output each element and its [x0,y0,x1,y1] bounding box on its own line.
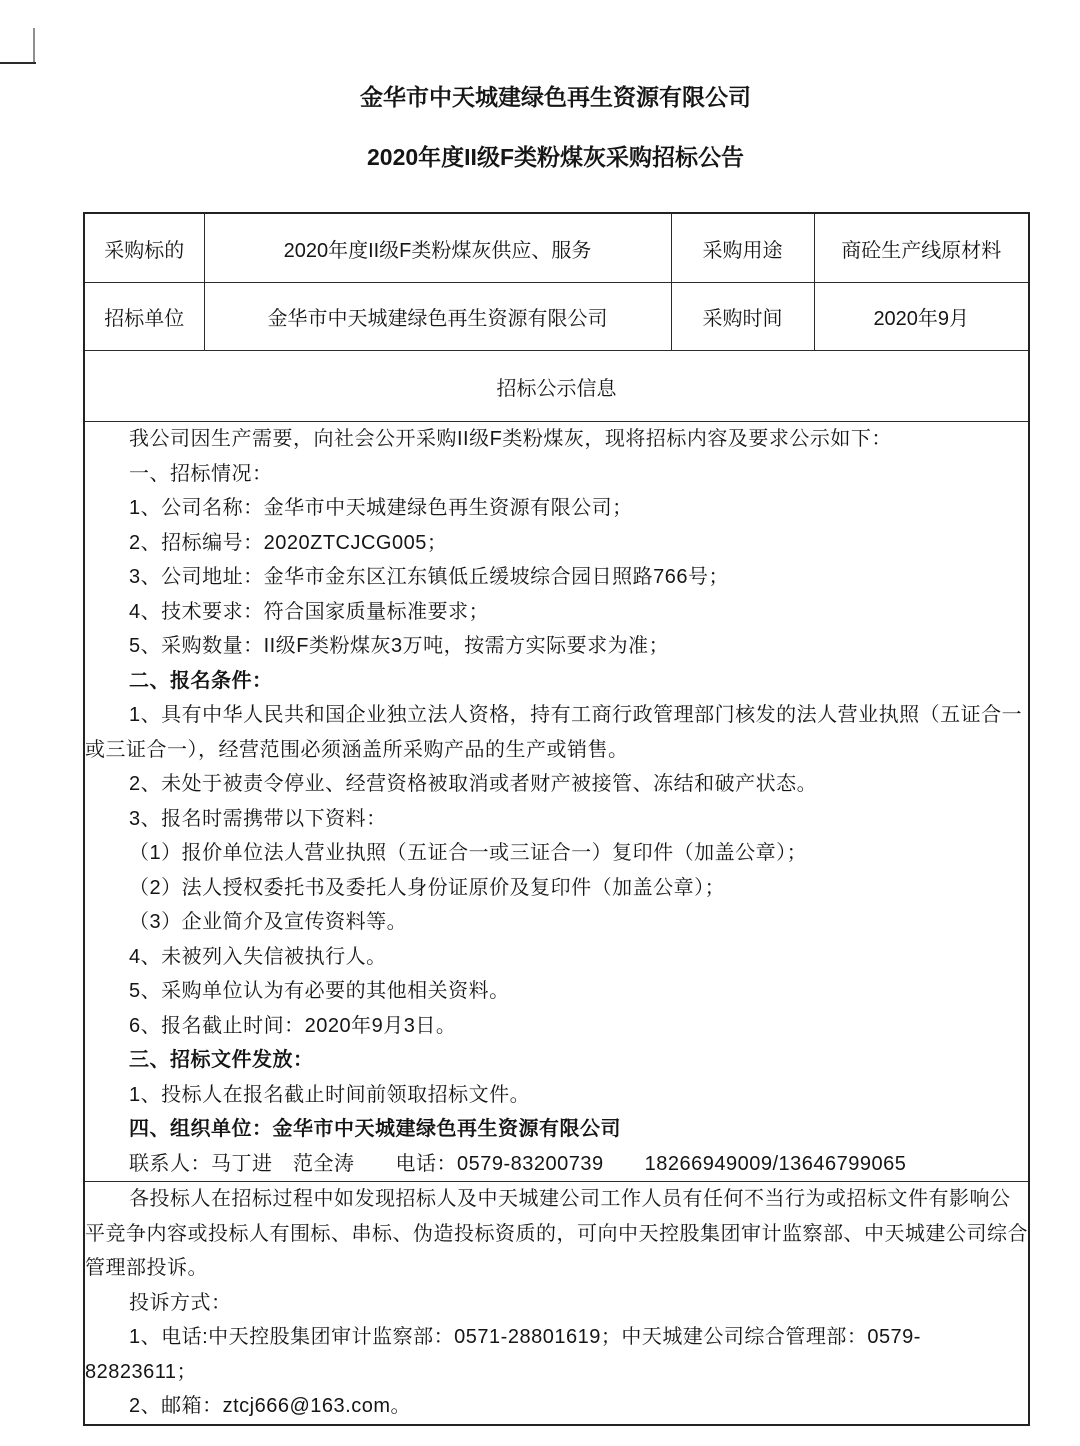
procurement-purpose-label: 采购用途 [671,213,814,283]
paragraph: 3、报名时需携带以下资料： [129,807,387,830]
procurement-time-value: 2020年9月 [814,283,1029,351]
paragraph: 四、组织单位：金华市中天城建绿色再生资源有限公司 [129,1118,621,1140]
paragraph: 6、报名截止时间：2020年9月3日。 [129,1014,457,1037]
paragraph: 我公司因生产需要，向社会公开采购II级F类粉煤灰，现将招标内容及要求公示如下： [129,428,892,450]
corner-mark-vertical-line [33,28,35,63]
paragraph: 1、投标人在报名截止时间前领取招标文件。 [129,1083,531,1106]
table-row [84,422,1029,1182]
procurement-subject-value: 2020年度II级F类粉煤灰供应、服务 [204,213,671,283]
paragraph: 三、招标文件发放： [129,1049,314,1071]
document-subtitle: 2020年度II级F类粉煤灰采购招标公告 [367,144,744,170]
paragraph: 1、电话:中天控股集团审计监察部：0571-28801619；中天城建公司综合管理部：0579-82823611； [85,1326,921,1383]
procurement-subject-label: 采购标的 [84,213,204,283]
paragraph: 投诉方式： [129,1291,232,1314]
table-row [84,1182,1029,1425]
paragraph: 2、招标编号：2020ZTCJCG005； [129,531,448,554]
table-row [84,351,1029,422]
paragraph: 1、公司名称：金华市中天城建绿色再生资源有限公司； [129,497,633,519]
table-row [84,283,1029,351]
paragraph: 一、招标情况： [129,462,273,485]
paragraph: （2）法人授权委托书及委托人身份证原价及复印件（加盖公章）； [129,876,726,899]
table-row [84,213,1029,283]
paragraph: 4、技术要求：符合国家质量标准要求； [129,600,490,623]
complaint-body [84,1182,1029,1425]
tendering-unit-value: 金华市中天城建绿色再生资源有限公司 [204,283,671,351]
procurement-time-label: 采购时间 [671,283,814,351]
paragraph: 2、邮箱：ztcj666@163.com。 [129,1395,412,1417]
corner-mark-horizontal-line [0,62,36,64]
announcement-body [84,422,1029,1182]
page-corner-mark [0,0,40,70]
section-header-tender-info: 招标公示信息 [84,351,1029,422]
paragraph: 5、采购单位认为有必要的其他相关资料。 [129,980,510,1002]
tendering-unit-label: 招标单位 [84,283,204,351]
paragraph: 1、具有中华人民共和国企业独立法人资格，持有工商行政管理部门核发的法人营业执照（五证合一或三证合一），经营范围必须涵盖所采购产品的生产或销售。 [85,704,1023,761]
announcement-table [83,212,1030,1426]
paragraph: 二、报名条件： [129,669,273,692]
paragraph: 4、未被列入失信被执行人。 [129,945,387,968]
paragraph: 联系人：马丁进 范全涛 电话：0579-83200739 18266949009/13646799065 [129,1152,907,1175]
procurement-purpose-value: 商砼生产线原材料 [814,213,1029,283]
paragraph: 各投标人在招标过程中如发现招标人及中天城建公司工作人员有任何不当行为或招标文件有影响公平竞争内容或投标人有围标、串标、伪造投标资质的，可向中天控股集团审计监察部、中天城建公司综合管理部投诉。 [85,1188,1028,1279]
paragraph: 3、公司地址：金华市金东区江东镇低丘缓坡综合园日照路766号； [129,566,729,588]
document-title: 金华市中天城建绿色再生资源有限公司 [360,84,751,110]
paragraph: 5、采购数量：II级F类粉煤灰3万吨，按需方实际要求为准； [129,635,670,657]
paragraph: 2、未处于被责令停业、经营资格被取消或者财产被接管、冻结和破产状态。 [129,773,818,795]
paragraph: （3）企业简介及宣传资料等。 [129,911,408,933]
paragraph: （1）报价单位法人营业执照（五证合一或三证合一）复印件（加盖公章）； [129,842,808,864]
